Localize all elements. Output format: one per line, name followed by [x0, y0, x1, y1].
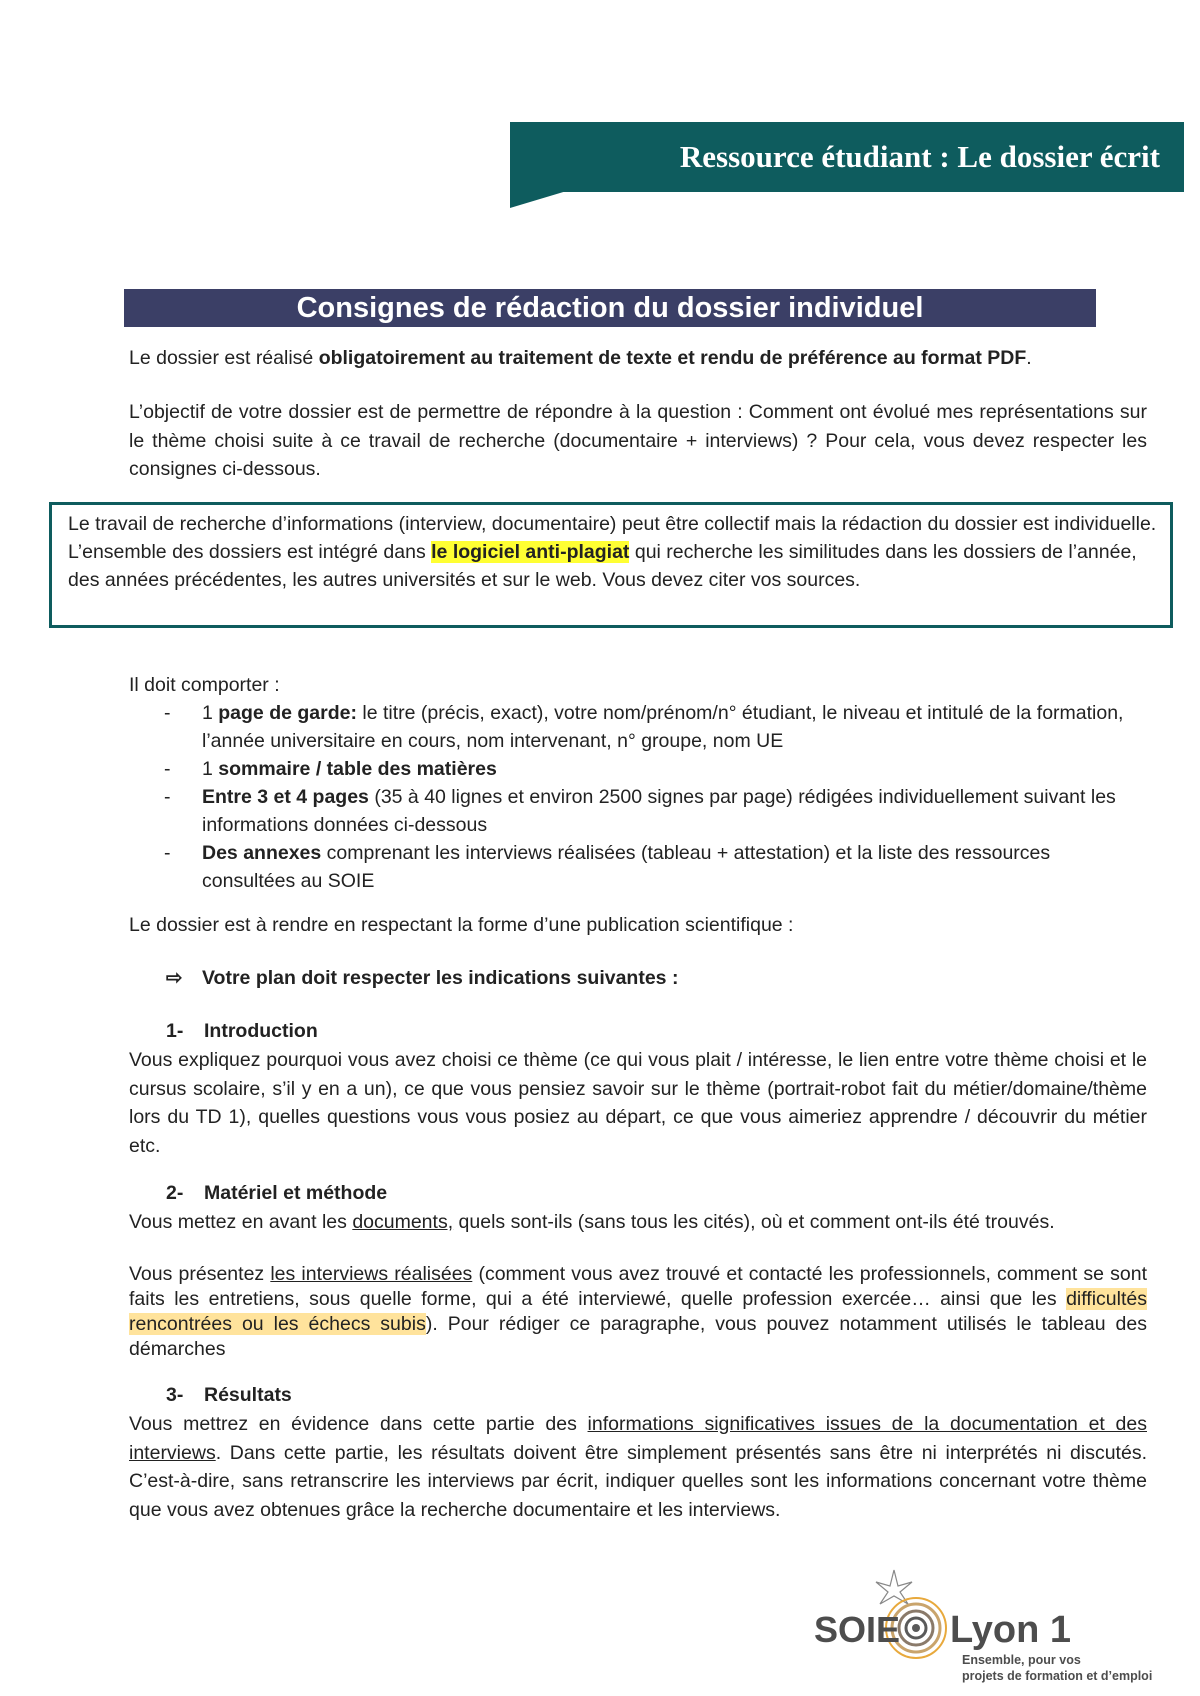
difficulties-highlight: difficultés rencontrées ou les échecs subis — [129, 1288, 1147, 1335]
section-title: Matériel et méthode — [204, 1182, 388, 1204]
plan-lead-text: Votre plan doit respecter les indications suivantes : — [202, 967, 679, 989]
item-bold: Des annexes — [202, 842, 322, 864]
method-p2-suffix: ). Pour rédiger ce paragraphe, vous pouvez notamment utilisés le tableau des démarches — [129, 1313, 1147, 1360]
requirements-list — [129, 699, 1147, 895]
soie-lyon1-logo — [814, 1568, 1184, 1688]
header-banner-tail — [510, 190, 570, 208]
item-rest: le titre (précis, exact), votre nom/prénom/n° étudiant, le niveau et intitulé de la formation, l’année universitaire en cours, nom intervenant, n° groupe, nom UE — [202, 702, 1124, 752]
section-heading-introduction — [166, 1020, 318, 1043]
results-underlined: informations significatives issues de la documentation et des interviews — [129, 1413, 1147, 1464]
intro-p1-bold: obligatoirement au traitement de texte et rendu de préférence au format PDF — [318, 347, 1027, 369]
section-title: Introduction — [204, 1020, 318, 1042]
item-bold: Entre 3 et 4 pages — [202, 786, 369, 808]
list-item — [129, 699, 1147, 755]
list-item — [129, 839, 1147, 895]
method-p1-prefix: Vous mettez en avant les — [129, 1211, 353, 1233]
method-p2-underlined: les interviews réalisées — [270, 1263, 473, 1285]
results-prefix: Vous mettrez en évidence dans cette partie des — [129, 1413, 588, 1435]
intro-p1-suffix: . — [1026, 347, 1032, 369]
list-dash: - — [164, 842, 171, 864]
item-rest: comprenant les interviews réalisées (tableau + attestation) et la liste des ressources consultées au SOIE — [202, 842, 1051, 892]
item-bold: sommaire / table des matières — [218, 758, 497, 780]
item-rest: (35 à 40 lignes et environ 2500 signes par page) rédigées individuellement suivant les informations données ci-dessous — [202, 786, 1116, 836]
section-number: 2- — [166, 1182, 184, 1204]
notice-line-2-suffix: qui recherche les similitudes dans les dossiers de l’année, des années précédentes, les autres universités et sur le web. Vous devez citer vos sources. — [68, 541, 1137, 591]
section-title: Résultats — [204, 1384, 292, 1406]
item-prefix: 1 — [202, 758, 219, 780]
intro-paragraph-2: L’objectif de votre dossier est de permettre de répondre à la question : Comment ont évolué mes représentations sur le thème choisi suite à ce travail de recherche (documentaire + interviews) ? Pour cela, vous devez respecter les consignes ci-dessous. — [129, 401, 1147, 480]
section-number: 3- — [166, 1384, 184, 1406]
item-prefix: 1 — [202, 702, 219, 724]
introduction-text: Vous expliquez pourquoi vous avez choisi ce thème (ce qui vous plait / intéresse, le lien entre votre thème choisi et le cursus scolaire, s’il y en a un), ce que vous pensiez savoir sur le thème (portrait-robot fait du métier/domaine/thème lors du TD 1), quelles questions vous vous posiez au départ, ce que vous aimeriez apprendre / découvrir du métier etc. — [129, 1049, 1147, 1157]
list-item — [129, 783, 1147, 839]
method-paragraph-2 — [129, 1262, 1147, 1362]
section-heading-methode — [166, 1182, 387, 1205]
logo-lyon1-text: Lyon 1 — [950, 1609, 1072, 1651]
results-text — [129, 1410, 1147, 1524]
plan-lead — [166, 966, 678, 990]
list-item — [129, 755, 1147, 783]
arrow-icon: ⇨ — [166, 967, 183, 989]
logo-soie-text: SOIE — [814, 1609, 901, 1650]
page-title: Consignes de rédaction du dossier individuel — [124, 289, 1096, 327]
notice-line-2 — [68, 538, 1158, 594]
list-dash: - — [164, 786, 171, 808]
method-paragraph-1 — [129, 1208, 1147, 1237]
method-p1-suffix: quels sont-ils (sans tous les cités), où et comment ont-ils été trouvés. — [453, 1211, 1055, 1233]
notice-line-1: Le travail de recherche d’informations (interview, documentaire) peut être collectif mais la rédaction du dossier est individuelle. — [68, 513, 1157, 535]
requirements-lead: Il doit comporter : — [129, 674, 280, 696]
section-number: 1- — [166, 1020, 184, 1042]
anti-plagiat-highlight: le logiciel anti-plagiat — [431, 541, 630, 563]
section-heading-resultats — [166, 1384, 292, 1407]
list-dash: - — [164, 702, 171, 724]
notice-line-2-prefix: L’ensemble des dossiers est intégré dans — [68, 541, 432, 563]
intro-paragraph-1 — [129, 344, 1147, 373]
method-p1-underlined: documents, — [352, 1211, 454, 1233]
item-bold: page de garde: — [218, 702, 357, 724]
logo-graphic — [814, 1568, 1184, 1688]
plagiarism-notice-text — [68, 510, 1158, 594]
logo-tagline-1: Ensemble, pour vos — [962, 1653, 1081, 1667]
banner-title: Ressource étudiant : Le dossier écrit — [679, 139, 1160, 174]
method-p2-prefix: Vous présentez — [129, 1263, 271, 1285]
list-dash: - — [164, 758, 171, 780]
intro-p1-prefix: Le dossier est réalisé — [129, 347, 319, 369]
method-p2-mid: (comment vous avez trouvé et contacté les professionnels, comment se sont faits les entretiens, sous quelle forme, qui a été interviewé, quelle profession exercée… ainsi que les — [129, 1263, 1148, 1310]
form-note: Le dossier est à rendre en respectant la forme d’une publication scientifique : — [129, 914, 794, 936]
logo-tagline-2: projets de formation et d’emploi — [962, 1669, 1153, 1683]
results-suffix: . Dans cette partie, les résultats doivent être simplement présentés sans être ni interprétés ni discutés. C’est-à-dire, sans retranscrire les interviews par écrit, indiquer quelles sont les informations concernant votre thème que vous avez obtenues grâce la recherche documentaire et les interviews. — [129, 1441, 1147, 1521]
